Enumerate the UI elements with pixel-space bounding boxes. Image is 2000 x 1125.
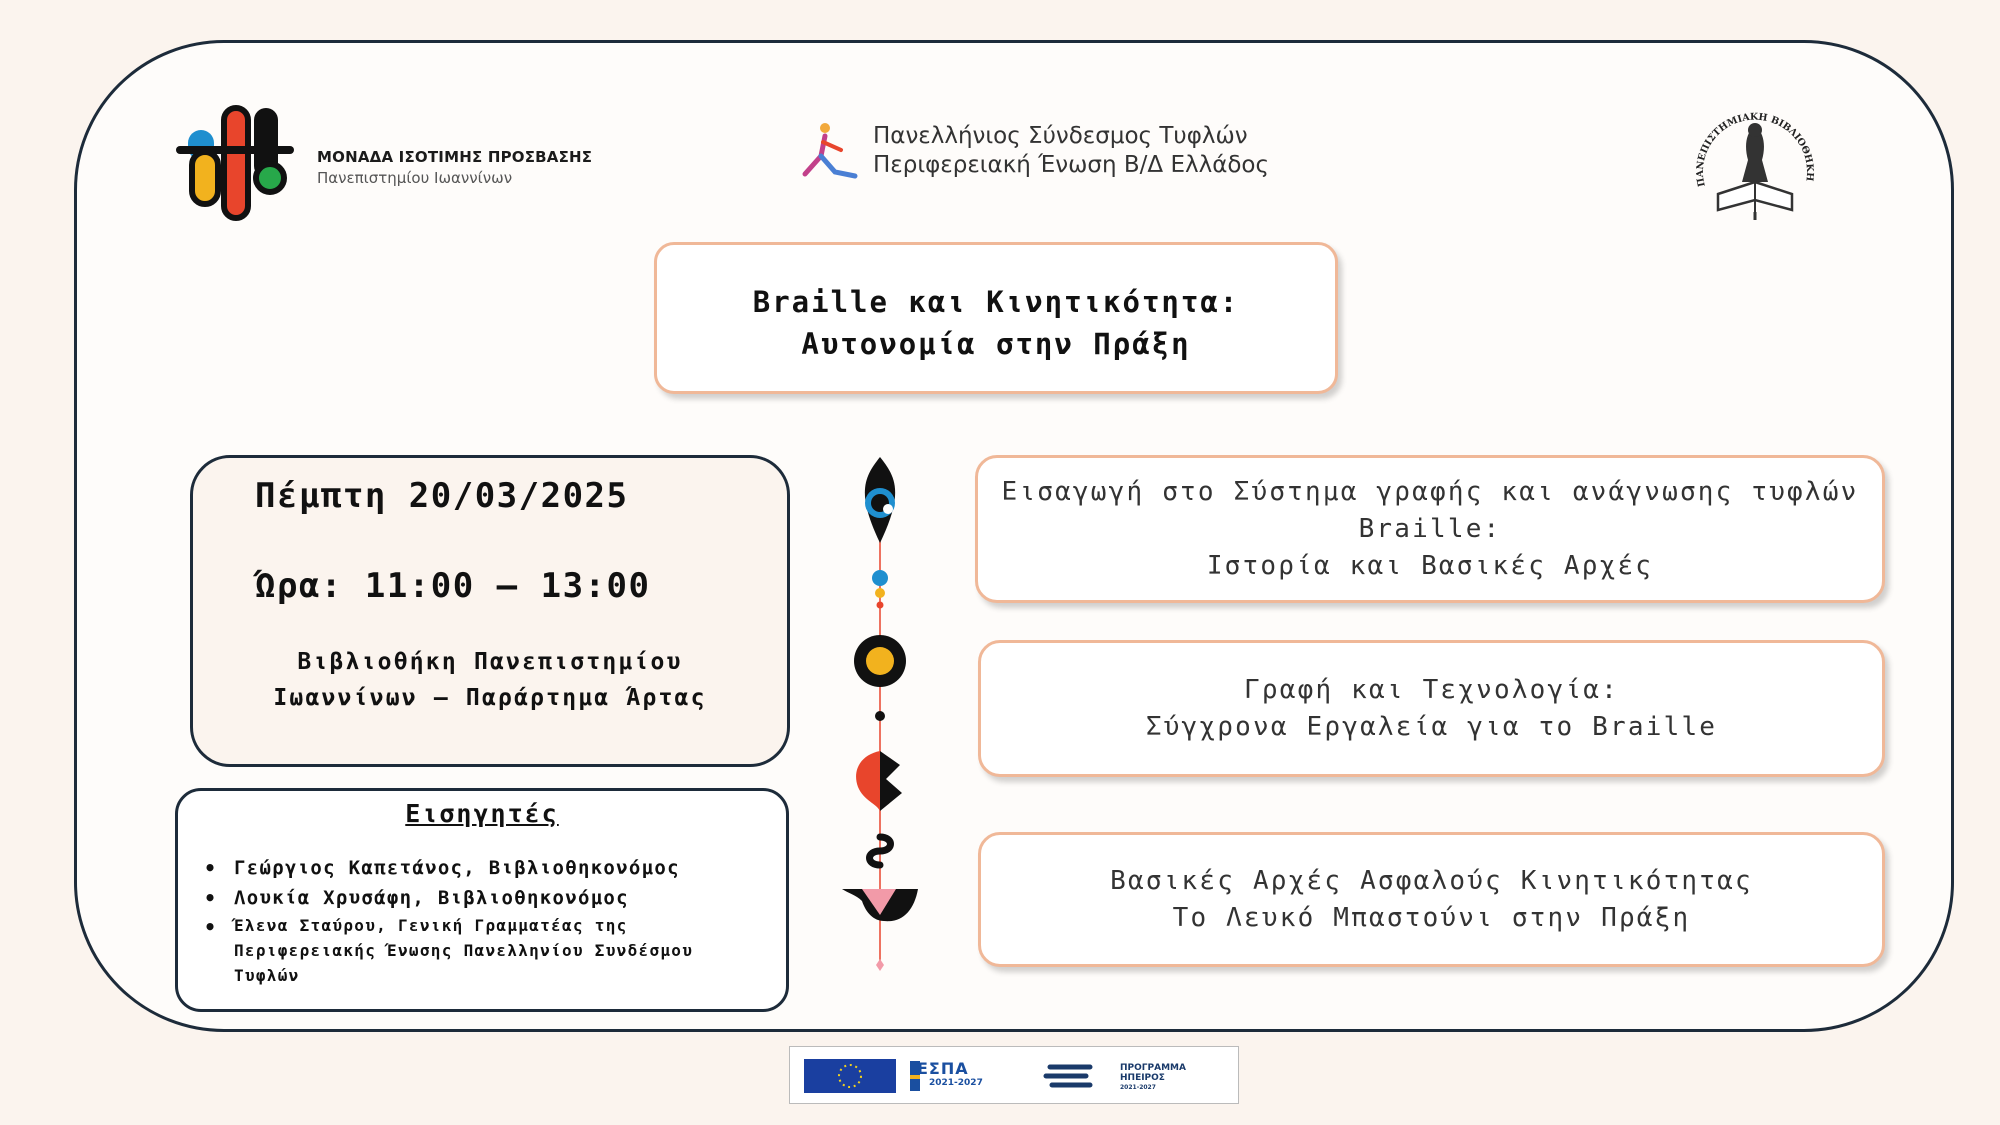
event-info-box: [190, 455, 790, 767]
sun-circle-icon: [854, 635, 906, 687]
topic-card-mobility: [978, 832, 1885, 967]
blind-association-logo: [795, 118, 1295, 188]
sponsors-strip: [789, 1046, 1239, 1104]
espa-years: 2021-2027: [929, 1078, 983, 1088]
speaker-item-continuation: Τυφλών: [234, 966, 300, 985]
topic-card-writing-technology: [978, 640, 1885, 777]
university-library-seal: [1680, 86, 1830, 226]
event-title-line2: Αυτονομία στην Πράξη: [801, 327, 1191, 361]
dot-icon: [872, 570, 888, 586]
walking-figure-icon: [795, 118, 865, 188]
dot-icon: [875, 588, 885, 598]
event-time: Ώρα: 11:00 – 13:00: [255, 566, 651, 606]
topic-line: Εισαγωγή στο Σύστημα γραφής και ανάγνωσης τυφλών: [1001, 476, 1859, 507]
accessibility-unit-logo: [172, 100, 592, 230]
topic-card-braille-intro: [975, 455, 1885, 603]
leaf-shape-icon: [856, 751, 902, 811]
speakers-heading: Εισηγητές: [405, 799, 559, 828]
speaker-item: • Έλενα Σταύρου, Γενική Γραμματέας της: [204, 913, 693, 938]
dot-icon: [875, 711, 885, 721]
program-title: ΠΡΟΓΡΑΜΜΑ: [1120, 1063, 1186, 1073]
speaker-item-continuation: Περιφερειακής Ένωσης Πανελληνίου Συνδέσμου: [234, 941, 694, 960]
speaker-item: • Λουκία Χρυσάφη, Βιβλιοθηκονόμος: [204, 883, 693, 913]
program-label: [1120, 1063, 1186, 1093]
association-name: Πανελλήνιος Σύνδεσμος Τυφλών: [873, 123, 1248, 149]
speakers-list: [204, 853, 693, 988]
topic-line: Ιστορία και Βασικές Αρχές: [1206, 550, 1654, 581]
topic-line: Το Λευκό Μπαστούνι στην Πράξη: [1172, 902, 1691, 933]
diamond-icon: [876, 959, 884, 971]
eu-flag-icon: [804, 1059, 896, 1093]
seal-text: ΠΑΝΕΠΙΣΤΗΜΙΑΚΗ ΒΙΒΛΙΟΘΗΚΗ: [1694, 111, 1816, 188]
accessibility-unit-subtitle: Πανεπιστημίου Ιωαννίνων: [317, 169, 513, 187]
bloom-shape-icon: [842, 889, 918, 921]
decorative-timeline: [838, 455, 922, 975]
topic-line: Braille:: [1358, 513, 1502, 544]
program-years: 2021-2027: [1120, 1084, 1156, 1091]
speaker-item: • Γεώργιος Καπετάνος, Βιβλιοθηκονόμος: [204, 853, 693, 883]
event-venue: [193, 644, 787, 716]
event-title-line1: Braille και Κινητικότητα:: [752, 285, 1240, 319]
epirus-program-icon: [1046, 1067, 1090, 1085]
eye-icon: [865, 457, 895, 543]
event-date: Πέμπτη 20/03/2025: [255, 476, 629, 516]
program-region: ΗΠΕΙΡΟΣ: [1120, 1073, 1165, 1083]
topic-line: Σύγχρονα Εργαλεία για το Braille: [1145, 711, 1718, 742]
accessibility-unit-title: ΜΟΝΑΔΑ ΙΣΟΤΙΜΗΣ ΠΡΟΣΒΑΣΗΣ: [317, 148, 593, 166]
espa-label: ΕΣΠΑ: [917, 1059, 969, 1078]
accessibility-unit-logo-mark: [172, 100, 302, 230]
event-venue-line2: Ιωαννίνων – Παράρτημα Άρτας: [273, 685, 707, 711]
topic-line: Γραφή και Τεχνολογία:: [1244, 674, 1619, 705]
event-venue-line1: Βιβλιοθήκη Πανεπιστημίου: [297, 649, 683, 675]
event-title-box: [654, 242, 1338, 394]
topic-line: Βασικές Αρχές Ασφαλούς Κινητικότητας: [1110, 865, 1753, 896]
association-region: Περιφερειακή Ένωση Β/Δ Ελλάδος: [873, 152, 1269, 178]
dot-icon: [877, 602, 884, 609]
speakers-box: [175, 788, 789, 1012]
